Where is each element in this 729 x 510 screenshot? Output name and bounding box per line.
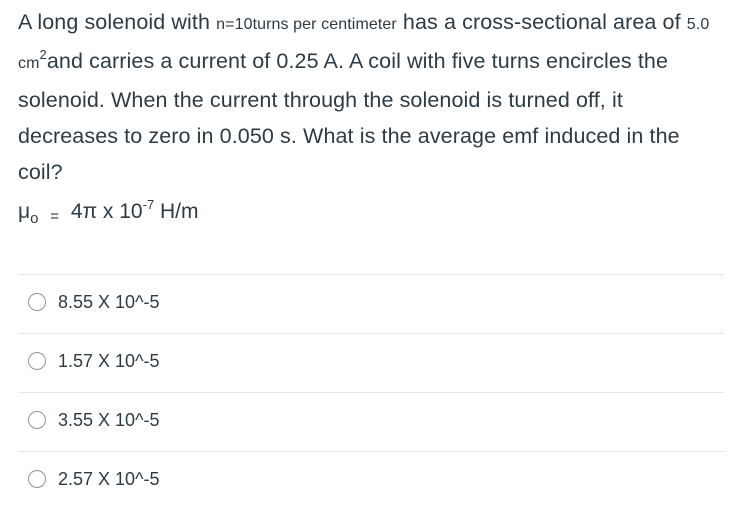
area-value: 5.0 cm	[18, 16, 710, 72]
answer-option-2[interactable]	[18, 333, 724, 392]
answer-label: 1.57 X 10^-5	[58, 351, 160, 371]
area-exponent: 2	[39, 47, 47, 62]
radio-button[interactable]	[28, 470, 46, 488]
answer-option-3[interactable]	[18, 392, 724, 451]
question-part-1: A long solenoid with	[18, 10, 217, 34]
equals-sign: =	[50, 208, 60, 225]
mu-symbol: μ	[18, 200, 31, 223]
radio-button[interactable]	[28, 293, 46, 311]
answer-option-4[interactable]	[18, 451, 724, 510]
answer-option-1[interactable]	[18, 274, 724, 333]
radio-button[interactable]	[28, 411, 46, 429]
answer-label: 2.57 X 10^-5	[58, 469, 160, 489]
question-part-3: and carries a current of 0.25 A. A coil with five turns encircles the solenoid. When the current through the solenoid is turned off, it decreases to zero in 0.050 s. What is the average emf induced in the coil?	[18, 49, 680, 184]
question-text	[18, 4, 718, 190]
constant-unit: H/m	[154, 200, 199, 223]
constant-value: 4π x 10	[70, 200, 143, 223]
turns-density: n=10turns per centimeter	[216, 16, 397, 33]
mu-subscript: o	[30, 210, 39, 227]
constant-exponent: -7	[142, 197, 155, 212]
radio-button[interactable]	[28, 352, 46, 370]
permeability-constant	[18, 197, 199, 229]
answer-list	[18, 274, 724, 510]
question-part-2: has a cross-sectional area of	[396, 10, 687, 34]
answer-label: 3.55 X 10^-5	[58, 410, 160, 430]
answer-label: 8.55 X 10^-5	[58, 292, 160, 312]
